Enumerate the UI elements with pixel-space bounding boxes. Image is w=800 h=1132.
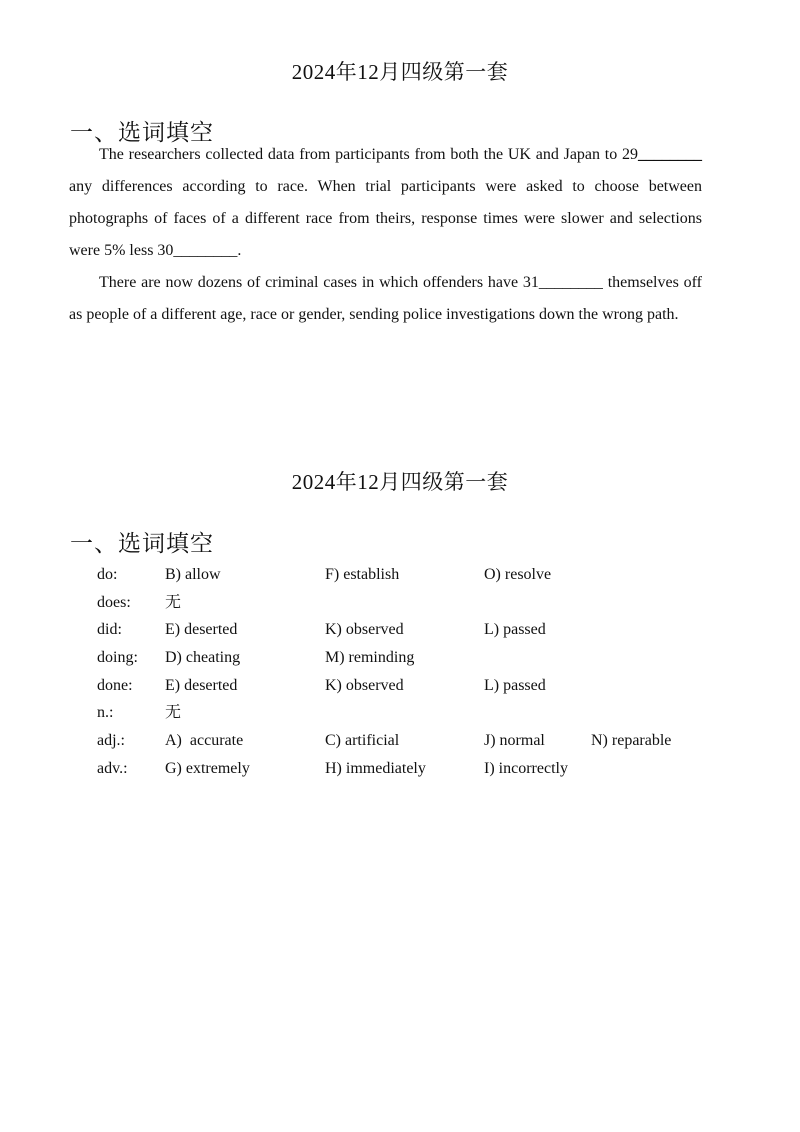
row-label: doing: bbox=[97, 649, 138, 667]
row-label: adv.: bbox=[97, 759, 128, 777]
section2-heading: 一、选词填空 bbox=[70, 531, 214, 556]
paragraph-1-text-b: any differences according to race. When trial participants were asked to choose between photographs of faces of a different race from theirs, response times were slower and selections were 5% less 30________. bbox=[69, 178, 702, 259]
word-option: G) extremely bbox=[165, 759, 250, 777]
paragraph-1 bbox=[69, 139, 702, 267]
paragraph-1-text-a: The researchers collected data from participants from both the UK and Japan to 29 bbox=[99, 146, 638, 163]
row-label: did: bbox=[97, 621, 122, 639]
word-option: I) incorrectly bbox=[484, 759, 568, 777]
word-option: 无 bbox=[165, 704, 182, 722]
word-option: D) cheating bbox=[165, 649, 241, 667]
section1-title: 2024年12月四级第一套 bbox=[291, 60, 509, 84]
row-label: does: bbox=[97, 593, 131, 611]
blank-29: ________ bbox=[638, 146, 702, 163]
word-option: E) deserted bbox=[165, 676, 238, 694]
word-option: L) passed bbox=[484, 621, 546, 639]
row-label: done: bbox=[97, 676, 133, 694]
word-option: 无 bbox=[165, 593, 182, 611]
row-label: n.: bbox=[97, 704, 114, 722]
word-option: N) reparable bbox=[591, 732, 672, 750]
section1-heading: 一、选词填空 bbox=[70, 120, 214, 145]
word-option: A) accurate bbox=[165, 732, 244, 750]
word-option: B) allow bbox=[165, 566, 221, 583]
word-option: M) reminding bbox=[325, 649, 415, 667]
section2-title: 2024年12月四级第一套 bbox=[291, 470, 509, 494]
word-option: H) immediately bbox=[325, 759, 426, 777]
word-option: F) establish bbox=[325, 566, 400, 583]
word-option: K) observed bbox=[325, 676, 404, 694]
word-option: C) artificial bbox=[325, 732, 400, 750]
word-option: E) deserted bbox=[165, 621, 238, 639]
row-label: do: bbox=[97, 566, 118, 583]
word-option: J) normal bbox=[484, 732, 545, 750]
word-option: K) observed bbox=[325, 621, 404, 639]
row-label: adj.: bbox=[97, 732, 125, 750]
word-option: L) passed bbox=[484, 676, 546, 694]
paragraph-2: There are now dozens of criminal cases in which offenders have 31________ themselves off as people of a different age, race or gender, sending police investigations down the wrong path. bbox=[69, 274, 702, 323]
word-option: O) resolve bbox=[484, 566, 552, 583]
